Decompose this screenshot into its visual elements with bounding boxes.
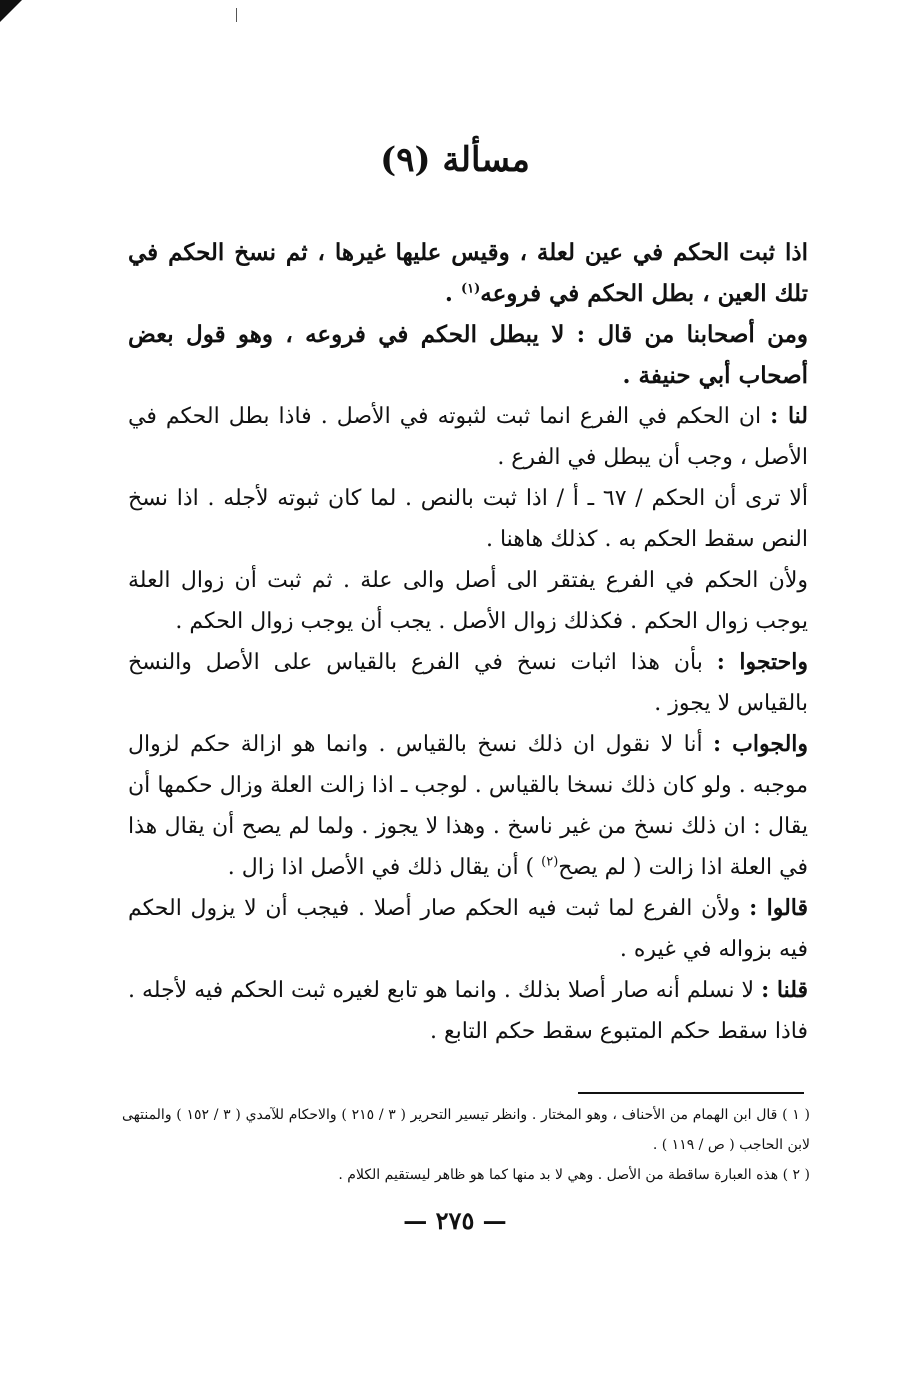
paragraph-6 <box>128 642 808 724</box>
paragraph-text: ولأن الحكم في الفرع يفتقر الى أصل والى علة . ثم ثبت أن زوال العلة يوجب زوال الحكم . فكذلك زوال الأصل . يجب أن يوجب زوال الحكم . <box>128 568 808 634</box>
corner-mark <box>0 0 22 22</box>
paragraph-8 <box>128 888 808 970</box>
footnote-divider <box>578 1092 804 1094</box>
paragraph-7 <box>128 724 808 888</box>
footnote-2: ( ٢ ) هذه العبارة ساقطة من الأصل . وهي لا بد منها كما هو ظاهر ليستقيم الكلام . <box>338 1167 810 1183</box>
footnote-ref-2: (٢) <box>541 854 559 870</box>
issue-heading: مسألة (٩) <box>380 140 530 180</box>
paragraph-text: ان الحكم في الفرع انما ثبت لثبوته في الأصل . فاذا بطل الحكم في الأصل ، وجب أن يبطل في الفرع . <box>128 404 808 470</box>
paragraph-tail: . <box>444 280 461 307</box>
page-number: — ٢٧٥ — <box>403 1206 507 1235</box>
footnote-ref-1: (١) <box>460 281 481 297</box>
paragraph-text: لا نسلم أنه صار أصلا بذلك . وانما هو تابع لغيره ثبت الحكم فيه لأجله . فاذا سقط حكم المتبوع سقط حكم التابع . <box>128 978 808 1044</box>
paragraph-lead-word: لنا : <box>770 403 808 429</box>
paragraph-lead-word: واحتجوا : <box>716 649 808 675</box>
paragraph-5 <box>128 560 808 642</box>
main-text <box>128 232 808 1052</box>
paragraph-2 <box>128 314 808 396</box>
scan-tick-mark <box>236 8 237 22</box>
paragraph-9 <box>128 970 808 1052</box>
paragraph-text: ومن أصحابنا من قال : لا يبطل الحكم في فروعه ، وهو قول بعض أصحاب أبي حنيفة . <box>128 321 808 389</box>
paragraph-lead-word: والجواب : <box>712 731 809 757</box>
footnote-1: ( ١ ) قال ابن الهمام من الأحناف ، وهو المختار . وانظر تيسير التحرير ( ٣ / ٢١٥ ) والاحكام للآمدي ( ٣ / ١٥٢ ) والمنتهى لابن الحاجب ( ص / ١١٩ ) . <box>122 1107 810 1153</box>
paragraph-tail: ) أن يقال ذلك في الأصل اذا زال . <box>227 855 542 880</box>
paragraph-text: اذا ثبت الحكم في عين لعلة ، وقيس عليها غيرها ، ثم نسخ الحكم في تلك العين ، بطل الحكم في فروعه <box>128 239 808 307</box>
footnotes <box>122 1100 810 1190</box>
paragraph-text: ألا ترى أن الحكم / ٦٧ ـ أ / اذا ثبت بالنص . لما كان ثبوته لأجله . اذا نسخ النص سقط الحكم به . كذلك هاهنا . <box>128 486 808 552</box>
paragraph-text: بأن هذا اثبات نسخ في الفرع بالقياس على الأصل والنسخ بالقياس لا يجوز . <box>128 650 808 716</box>
paragraph-lead-word: قالوا : <box>749 895 809 921</box>
paragraph-1 <box>128 232 808 314</box>
paragraph-4 <box>128 478 808 560</box>
paragraph-lead-word: قلنا : <box>761 977 809 1003</box>
paragraph-text: أنا لا نقول ان ذلك نسخ بالقياس . وانما هو ازالة حكم لزوال موجبه . ولو كان ذلك نسخا بالقياس . لوجب ـ اذا زالت العلة وزال حكمها أن يقال : ان ذلك نسخ من غير ناسخ . وهذا لا يجوز . ولما لم يصح أن يقال هذا في العلة اذا زالت ( لم يصح <box>128 732 808 880</box>
paragraph-3 <box>128 396 808 478</box>
paragraph-text: ولأن الفرع لما ثبت فيه الحكم صار أصلا . فيجب أن لا يزول الحكم فيه بزواله في غيره . <box>128 896 808 962</box>
